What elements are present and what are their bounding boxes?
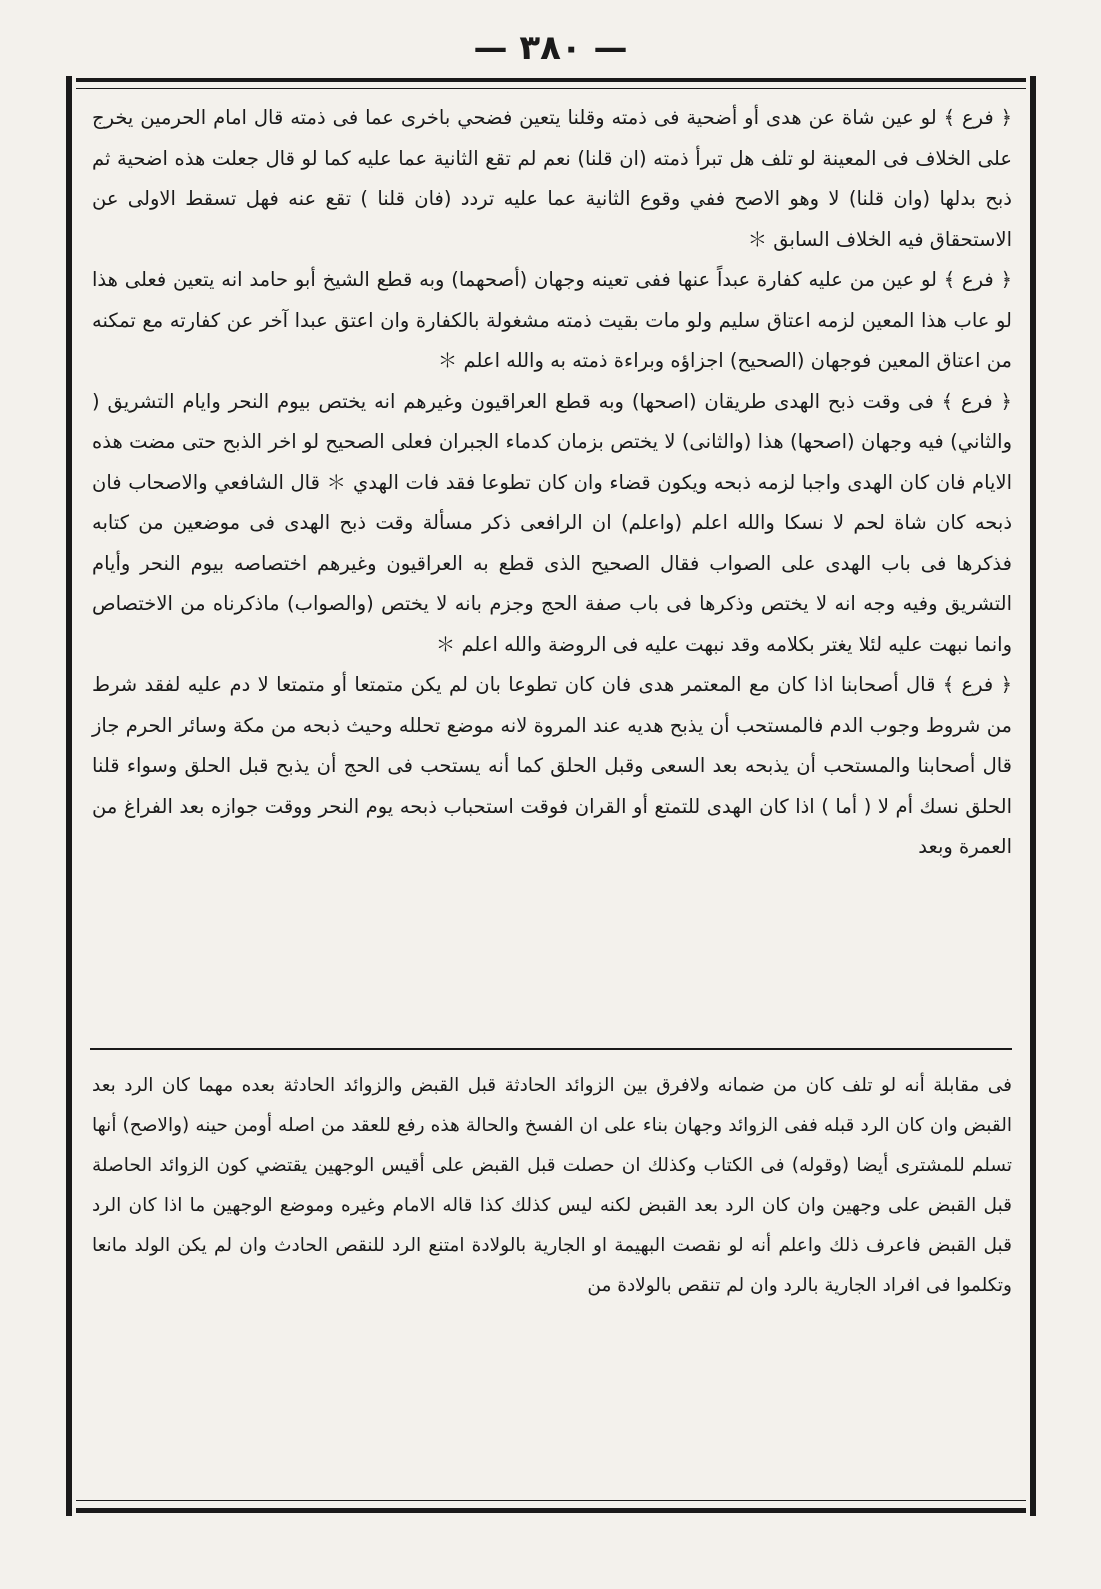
top-rule bbox=[76, 78, 1026, 82]
paragraph-far-2: ﴿ فرع ﴾ لو عين من عليه كفارة عبداً عنها ففى تعينه وجهان (أصحهما) وبه قطع الشيخ أبو حامد انه يتعين فعلى هذا لو عاب هذا المعين لزمه اعتاق سليم ولو مات بقيت ذمته مشغولة بالكفارة وان اعتق عبدا آخر عن كفارته مع تمكنه من اعتاق المعين فوجهان (الصحيح) اجزاؤه وبراءة ذمته به والله اعلم ＊ bbox=[92, 268, 1012, 372]
paragraph-far-3: ﴿ فرع ﴾ فى وقت ذبح الهدى طريقان (اصحها) وبه قطع العراقيون وغيرهم انه يختص بيوم النحر وايام التشريق ( والثاني) فيه وجهان (اصحها) هذا (والثانى) لا يختص بزمان كدماء الجبران فعلى الصحيح لو اخر الذبح حتى مضت هذه الايام فان كان الهدى واجبا لزمه ذبحه ويكون قضاء وان كان تطوعا فقد فات الهدي ＊ قال الشافعي والاصحاب فان ذبحه كان شاة لحم لا نسكا والله اعلم (واعلم) ان الرافعى ذكر مسألة وقت ذبح الهدى فى موضعين من كتابه فذكرها فى باب الهدى على الصواب فقال الصحيح الذى قطع به العراقيون وغيرهم اختصاصه بيوم النحر وأيام التشريق وفيه وجه انه لا يختص وذكرها فى باب صفة الحج وجزم بانه لا يختص (والصواب) ماذكرناه من الاختصاص وانما نبهت عليه لئلا يغتر بكلامه وقد نبهت عليه فى الروضة والله اعلم ＊ bbox=[92, 389, 1012, 656]
footnote-paragraph: فى مقابلة أنه لو تلف كان من ضمانه ولافرق بين الزوائد الحادثة قبل القبض والزوائد الحادثة بعده مهما كان الرد بعد القبض وان كان الرد قبله ففى الزوائد وجهان بناء على ان الفسخ والحالة هذه رفع للعقد من اصله أومن حينه (والاصح) أنها تسلم للمشترى أيضا (وقوله) فى الكتاب وكذلك ان حصلت قبل القبض على أقيس الوجهين يقتضي كون الزوائد الحاصلة قبل القبض على وجهين وان كان الرد بعد القبض لكنه ليس كذلك كذا قاله الامام وغيره وموضع الوجهين ما اذا كان الرد قبل القبض فاعرف ذلك واعلم أنه لو نقصت البهيمة او الجارية بالولادة امتنع الرد للنقص الحادث وان لم يكن الولد مانعا وتكلموا فى افراد الجارية بالرد وان لم تنقص بالولادة من bbox=[92, 1075, 1012, 1296]
page-number: — ٣٨٠ — bbox=[473, 28, 628, 68]
bottom-rule bbox=[76, 1508, 1026, 1513]
paragraph-far-1: ﴿ فرع ﴾ لو عين شاة عن هدى أو أضحية فى ذمته وقلنا يتعين فضحي باخرى عما فى ذمته قال امام الحرمين يخرج على الخلاف فى المعينة لو تلف هل تبرأ ذمته (ان قلنا) نعم لم تقع الثانية عما عليه كما لو قال جعلت هذه اضحية ثم ذبح بدلها (وان قلنا) لا وهو الاصح ففي وقوع الثانية عما عليه تردد (فان قلنا ) تقع عنه فهل تسقط الاولى عن الاستحقاق فيه الخلاف السابق ＊ bbox=[92, 106, 1012, 251]
main-text bbox=[92, 98, 1012, 868]
footnote-text bbox=[92, 1066, 1012, 1306]
paragraph-far-4: ﴿ فرع ﴾ قال أصحابنا اذا كان مع المعتمر هدى فان كان تطوعا بان لم يكن متمتعا أو متمتعا لا دم عليه لفقد شرط من شروط وجوب الدم فالمستحب أن يذبح هديه عند المروة لانه موضع تحلله وحيث ذبحه من مكة وسائر الحرم جاز قال أصحابنا والمستحب أن يذبحه بعد السعى وقبل الحلق كما أنه يستحب فى الحج أن يذبح قبل الحلق وسواء قلنا الحلق نسك أم لا ( أما ) اذا كان الهدى للتمتع أو القران فوقت استحباب ذبحه يوم النحر ووقت جوازه بعد الفراغ من العمرة وبعد bbox=[92, 673, 1012, 858]
top-rule-thin bbox=[76, 88, 1026, 89]
bottom-rule-thin bbox=[76, 1500, 1026, 1501]
footnote-separator bbox=[90, 1048, 1012, 1050]
